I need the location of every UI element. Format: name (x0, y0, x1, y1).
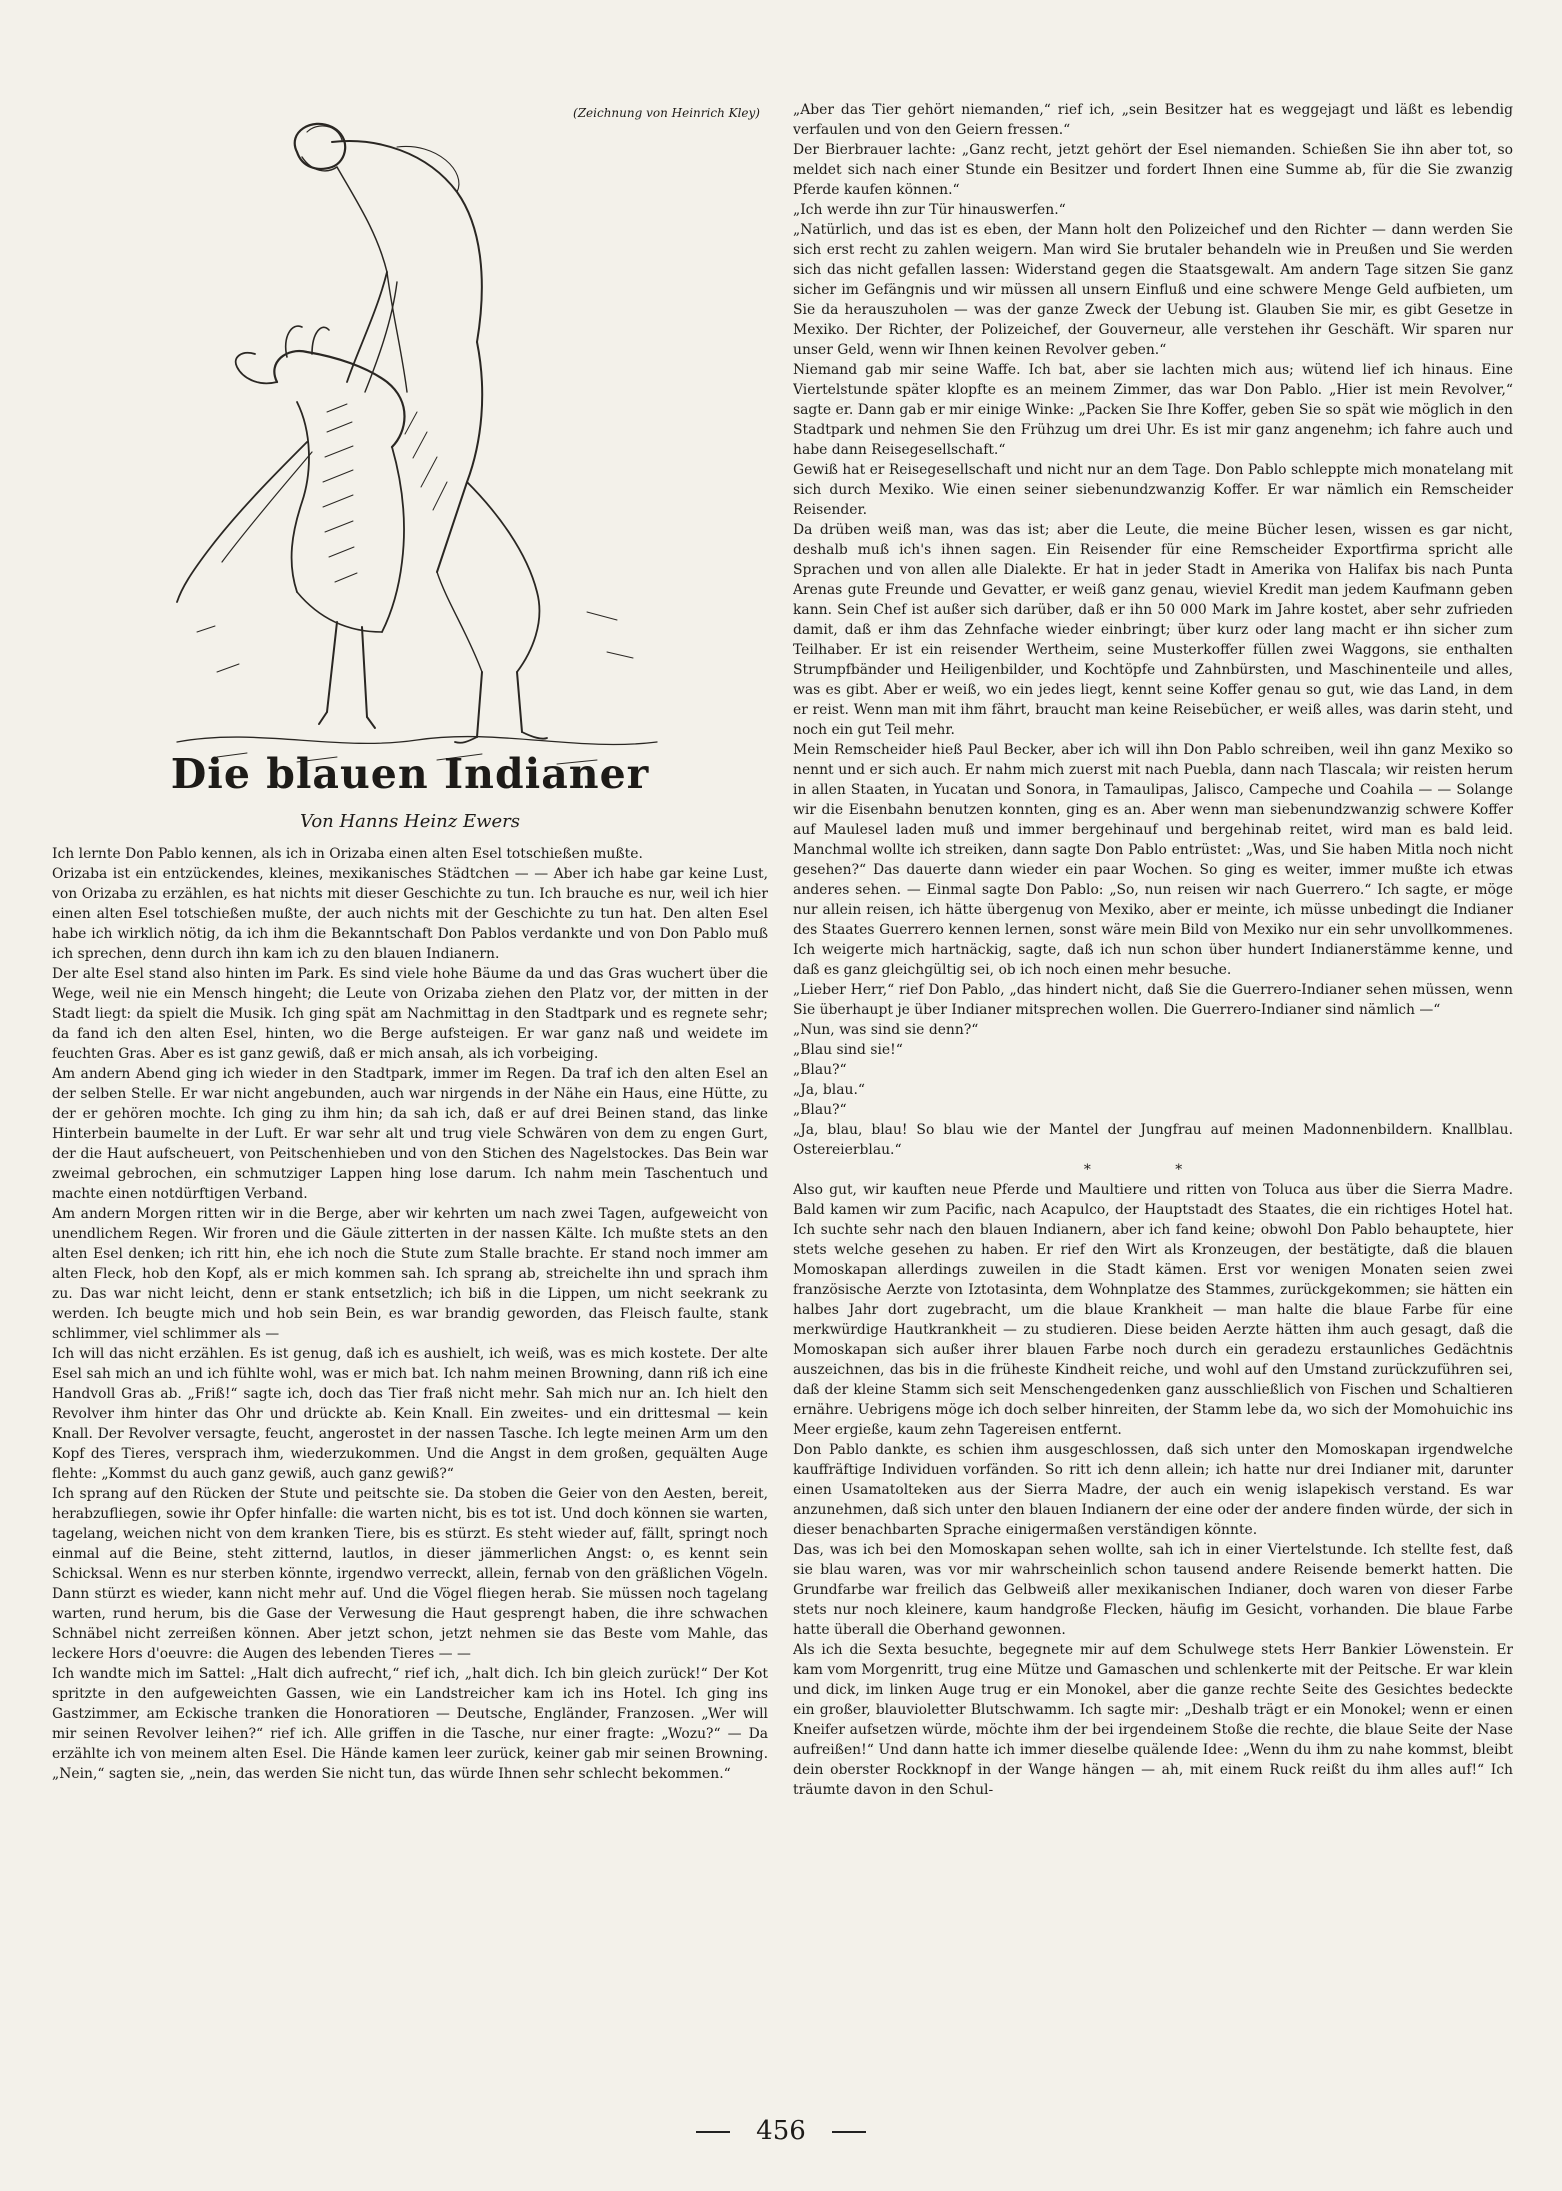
paragraph: Orizaba ist ein entzückendes, kleines, mexikanisches Städtchen — — Aber ich habe gar keine Lust, von Orizaba zu erzählen, es hat nichts mit dieser Geschichte zu tun. Ich brauche es nur, weil ich hier einen alten Esel totschießen mußte, der auch nichts mit der Geschichte zu tun hat. Den alten Esel habe ich wirklich nötig, da ich ihm die Bekanntschaft Don Pablos verdankte und von Don Pablo muß ich sprechen, denn durch ihn kam ich zu den blauen Indianern. (52, 866, 768, 962)
paragraph: „Lieber Herr,“ rief Don Pablo, „das hindert nicht, daß Sie die Guerrero-Indianer sehen müssen, wenn Sie überhaupt je über Indianer mitsprechen wollen. Die Guerrero-Indianer sind nämlich —“ (793, 982, 1513, 1018)
paragraph: Der Bierbrauer lachte: „Ganz recht, jetzt gehört der Esel niemanden. Schießen Sie ihn aber tot, so meldet sich nach einer Stunde ein Besitzer und fordert Ihnen eine Summe ab, für die Sie zwanzig Pferde kaufen können.“ (793, 142, 1513, 198)
page-number-text: 456 (756, 2116, 806, 2146)
left-column (52, 96, 768, 2046)
paragraph: „Blau?“ (793, 1062, 847, 1078)
paragraph: „Natürlich, und das ist es eben, der Mann holt den Polizeichef und den Richter — dann werden Sie sich erst recht zu zahlen weigern. Man wird Sie brutaler behandeln wie in Preußen und Sie werden sich das nicht gefallen lassen: Widerstand gegen die Staatsgewalt. Am andern Tage sitzen Sie ganz sicher im Gefängnis und wir müssen all unsern Einfluß und eine schwere Menge Geld aufbieten, um Sie da herauszuholen — was der ganze Zweck der Uebung ist. Glauben Sie mir, es gibt Gesetze in Mexiko. Der Richter, der Polizeichef, der Gouverneur, alle verstehen ihr Geschäft. Wir sparen nur unser Geld, wenn wir Ihnen keinen Revolver geben.“ (793, 222, 1513, 358)
section-separator: * * (1083, 1162, 1223, 1178)
paragraph: Niemand gab mir seine Waffe. Ich bat, aber sie lachten mich aus; wütend lief ich hinaus. Eine Viertelstunde später klopfte es an meinem Zimmer, das war Don Pablo. „Hier ist mein Revolver,“ sagte er. Dann gab er mir einige Winke: „Packen Sie Ihre Koffer, geben Sie so spät wie möglich in den Stadtpark und nehmen Sie den Frühzug um drei Uhr. Es ist mir ganz angenehm; ich fahre auch und habe dann Reisegesellschaft.“ (793, 362, 1513, 458)
paragraph: Gewiß hat er Reisegesellschaft und nicht nur an dem Tage. Don Pablo schleppte mich monatelang mit sich durch Mexiko. Wie einen seiner siebenundzwanzig Koffer. Er war nämlich ein Remscheider Reisender. (793, 462, 1513, 518)
paragraph: „Ich werde ihn zur Tür hinauswerfen.“ (793, 202, 1066, 218)
paragraph: „Blau sind sie!“ (793, 1042, 903, 1058)
right-column (793, 100, 1513, 2050)
paragraph: „Nun, was sind sie denn?“ (793, 1022, 979, 1038)
paragraph: Der alte Esel stand also hinten im Park. Es sind viele hohe Bäume da und das Gras wuchert über die Wege, weil nie ein Mensch hingeht; die Leute von Orizaba ziehen den Platz vor, der mitten in der Stadt liegt: da spielt die Musik. Ich ging spät am Nachmittag in den Stadtpark und es regnete sehr; da fand ich den alten Esel, hinten, wo die Berge aufsteigen. Er war ganz naß und weidete im feuchten Gras. Aber es ist ganz gewiß, daß er mich ansah, als ich vorbeiging. (52, 966, 768, 1062)
paragraph: Also gut, wir kauften neue Pferde und Maultiere und ritten von Toluca aus über die Sierra Madre. Bald kamen wir zum Pacific, nach Acapulco, der Hauptstadt des Staates, die ein richtiges Hotel hat. Ich suchte sehr nach den blauen Indianern, aber ich fand keine; obwohl Don Pablo behauptete, hier stets welche gesehen zu haben. Er rief den Wirt als Kronzeugen, der bestätigte, daß die blauen Momoskapan allerdings zuweilen in die Stadt kämen. Erst vor wenigen Monaten seien zwei französische Aerzte von Iztotasinta, dem Wohnplatze des Stammes, zurückgekommen; sie hätten ein halbes Jahr dort zugebracht, um die blaue Krankheit — man halte die blaue Farbe für eine merkwürdige Hautkrankheit — zu studieren. Diese beiden Aerzte hätten ihm auch gesagt, daß die Momoskapan sich außer ihrer blauen Farbe noch durch ein geradezu erstaunliches Gedächtnis auszeichnen, das bis in die früheste Kindheit reiche, und wohl auf den Umstand zurückzuführen sei, daß der kleine Stamm sich seit Menschengedenken ganz ausschließlich von Fischen und Schaltieren ernähre. Uebrigens möge ich doch selber hinreiten, der Stamm lebe da, wo sich der Momohuichic ins Meer ergieße, kaum zehn Tagereisen entfernt. (793, 1182, 1513, 1438)
paragraph: Als ich die Sexta besuchte, begegnete mir auf dem Schulwege stets Herr Bankier Löwenstein. Er kam vom Morgenritt, trug eine Mütze und Gamaschen und schlenkerte mit der Peitsche. Er war klein und dick, im linken Auge trug er ein Monokel, aber die ganze rechte Seite des Gesichtes bedeckte ein großer, blauvioletter Blutschwamm. Ich sagte mir: „Deshalb trägt er ein Monokel; wenn er einen Kneifer aufsetzen würde, möchte ihm der bei irgendeinem Stoße die rechte, die blaue Seite der Nase aufreißen!“ Und dann hatte ich immer dieselbe quälende Idee: „Wenn du ihm zu nahe kommst, bleibt dein oberster Rockknopf in der Wange hängen — ah, mit einem Ruck reißt du ihm alles auf!“ Ich träumte davon in den Schul- (793, 1642, 1513, 1798)
paragraph: Ich will das nicht erzählen. Es ist genug, daß ich es aushielt, ich weiß, was es mich kostete. Der alte Esel sah mich an und ich fühlte wohl, was er mich bat. Ich nahm meinen Browning, dann riß ich eine Handvoll Gras ab. „Friß!“ sagte ich, doch das Tier fraß nicht mehr. Sah mich nur an. Ich hielt den Revolver ihm hinter das Ohr und drückte ab. Kein Knall. Ein zweites- und ein drittesmal — kein Knall. Der Revolver versagte, feucht, angerostet in der nassen Tasche. Ich legte meinen Arm um den Kopf des Tieres, versprach ihm, wiederzukommen. Und die Angst in dem großen, gequälten Auge flehte: „Kommst du auch ganz gewiß, auch ganz gewiß?“ (52, 1346, 768, 1482)
page-number (0, 2116, 1562, 2146)
paragraph: Ich wandte mich im Sattel: „Halt dich aufrecht,“ rief ich, „halt dich. Ich bin gleich zurück!“ Der Kot spritzte in den aufgeweichten Gassen, wie ein Landstreicher kam ich ins Hotel. Ich ging ins Gastzimmer, am Eckische tranken die Honoratioren — Deutsche, Engländer, Franzosen. „Wer will mir seinen Revolver leihen?“ rief ich. Alle griffen in die Tasche, nur einer fragte: „Wozu?“ — Da erzählte ich von meinem alten Esel. Die Hände kamen leer zurück, keiner gab mir seinen Browning. „Nein,“ sagten sie, „nein, das werden Sie nicht tun, das würde Ihnen sehr schlecht bekommen.“ (52, 1666, 768, 1782)
paragraph: „Ja, blau, blau! So blau wie der Mantel der Jungfrau auf meinen Madonnenbildern. Knallblau. Ostereierblau.“ (793, 1122, 1513, 1158)
paragraph: Ich lernte Don Pablo kennen, als ich in Orizaba einen alten Esel totschießen mußte. (52, 846, 643, 862)
paragraph: Don Pablo dankte, es schien ihm ausgeschlossen, daß sich unter den Momoskapan irgendwelche kauffräftige Individuen vorfänden. So ritt ich denn allein; ich hatte nur drei Indianer mit, darunter einen Usamatolteken aus der Sierra Madre, der auch ein wenig islapekisch verstand. Es war anzunehmen, daß sich unter den blauen Indianern der eine oder der andere finden würde, der sich in dieser benachbarten Sprache einigermaßen verständigen könnte. (793, 1442, 1513, 1538)
paragraph: „Aber das Tier gehört niemanden,“ rief ich, „sein Besitzer hat es weggejagt und läßt es lebendig verfaulen und von den Geiern fressen.“ (793, 102, 1513, 138)
left-body-text (52, 844, 768, 1784)
dash-left (696, 2131, 730, 2133)
dash-right (832, 2131, 866, 2133)
story-byline: Von Hanns Heinz Ewers (299, 811, 521, 832)
paragraph: Das, was ich bei den Momoskapan sehen wollte, sah ich in einer Viertelstunde. Ich stellte fest, daß sie blau waren, was vor mir wahrscheinlich schon tausend andere Reisende bemerkt hatten. Die Grundfarbe war freilich das Gelbweiß aller mexikanischen Indianer, doch waren von dieser Farbe stets nur noch kleinere, kaum handgroße Flecken, häufig im Gesicht, vorhanden. Die blaue Farbe hatte überall die Oberhand gewonnen. (793, 1542, 1513, 1638)
paragraph: Ich sprang auf den Rücken der Stute und peitschte sie. Da stoben die Geier von den Aesten, bereit, herabzufliegen, sowie ihr Opfer hinfalle: die warten nicht, bis es tot ist. Und doch können sie warten, tagelang, weichen nicht von dem kranken Tiere, bis es stürzt. Es steht wieder auf, fällt, springt noch einmal auf die Beine, steht zitternd, lautlos, in dieser jämmerlichen Angst: o, es kennt sein Schicksal. Wenn es nur sterben könnte, irgendwo verreckt, allein, fernab von den gräßlichen Vögeln. Dann stürzt es wieder, kann nicht mehr auf. Und die Vögel fliegen herab. Sie müssen noch tagelang warten, rund herum, bis die Gase der Verwesung die Haut gesprengt haben, die ihre schwachen Schnäbel nicht zerreißen können. Aber jetzt schon, jetzt nehmen sie das Beste vom Mahle, das leckere Hors d'oeuvre: die Augen des lebenden Tieres — — (52, 1486, 768, 1662)
paragraph: „Ja, blau.“ (793, 1082, 865, 1098)
illustration-credit: (Zeichnung von Heinrich Kley) (573, 106, 760, 120)
paragraph: Mein Remscheider hieß Paul Becker, aber ich will ihn Don Pablo schreiben, weil ihn ganz Mexiko so nennt und er sich auch. Er nahm mich zuerst mit nach Puebla, dann nach Tlascala; wir reisten herum in allen Staaten, in Yucatan und Sonora, in Tamaulipas, Jalisco, Campeche und Coahila — — Solange wir die Eisenbahn benutzen konnten, ging es an. Aber wenn man siebenundzwanzig schwere Koffer auf Maulesel laden muß und immer bergehinauf und bergehinab reitet, wird man es bald leid. Manchmal wollte ich streiken, dann sagte Don Pablo entrüstet: „Was, und Sie haben Mitla noch nicht gesehen?“ Das dauerte dann wieder ein paar Wochen. So ging es weiter, immer mußte ich etwas anderes sehen. — Einmal sagte Don Pablo: „So, nun reisen wir nach Guerrero.“ Ich sagte, er möge nur allein reisen, ich hätte übergenug von Mexiko, aber er meinte, ich müsse unbedingt die Indianer des Staates Guerrero kennen lernen, sonst wäre mein Bild von Mexiko nur ein sehr unvollkommenes. Ich weigerte mich hartnäckig, sagte, daß ich nun schon über hundert Indianerstämme kenne, und daß es ganz gleichgültig sei, ob ich noch einen mehr besuche. (793, 742, 1513, 978)
paragraph: „Blau?“ (793, 1102, 847, 1118)
illustration-drawing (137, 112, 697, 772)
paragraph: Am andern Morgen ritten wir in die Berge, aber wir kehrten um nach zwei Tagen, aufgeweicht von unendlichem Regen. Wir froren und die Gäule zitterten in der nassen Kälte. Ich mußte stets an den alten Esel denken; ich ritt hin, ehe ich noch die Stute zum Stalle brachte. Er stand noch immer am alten Fleck, hob den Kopf, als er mich kommen sah. Ich sprang ab, streichelte ihn und sprach ihm zu. Das war nicht leicht, denn er stank entsetzlich; ich biß in die Lippen, um nicht seekrank zu werden. Ich beugte mich und hob sein Bein, es war brandig geworden, das Fleisch faulte, stank schlimmer, viel schlimmer als — (52, 1206, 768, 1342)
paragraph: Am andern Abend ging ich wieder in den Stadtpark, immer im Regen. Da traf ich den alten Esel an der selben Stelle. Er war nicht angebunden, auch war nirgends in der Nähe ein Haus, eine Hütte, zu der er gehören mochte. Ich ging zu ihm hin; da sah ich, daß er auf drei Beinen stand, das linke Hinterbein baumelte in der Luft. Er war sehr alt und trug viele Schwären von dem zu engen Gurt, der die Haut aufscheuert, von Peitschenhieben und von den Stichen des Nagelstockes. Das Bein war zweimal gebrochen, ein schmutziger Lappen hing lose darum. Ich nahm mein Taschentuch und machte einen notdürftigen Verband. (52, 1066, 768, 1202)
paragraph: Da drüben weiß man, was das ist; aber die Leute, die meine Bücher lesen, wissen es gar nicht, deshalb muß ich's ihnen sagen. Ein Reisender für eine Remscheider Exportfirma spricht alle Sprachen und von allen alle Dialekte. Er hat in jeder Stadt in Amerika von Halifax bis nach Punta Arenas gute Freunde und Gevatter, er weiß ganz genau, wieviel Kredit man jedem Kaufmann geben kann. Sein Chef ist außer sich darüber, daß er ihn 50 000 Mark im Jahre kostet, aber sehr zufrieden damit, daß er ihm das Zehnfache wieder einbringt; über kurz oder lang macht er ihn sicher zum Teilhaber. Er ist ein reisender Wertheim, seine Musterkoffer füllen zwei Waggons, sie enthalten Strumpfbänder und Heiligenbilder, und Kochtöpfe und Zahnbürsten, und Maschinenteile und alles, was es gibt. Aber er weiß, wo ein jedes liegt, kennt seine Koffer genau so gut, wie das Land, in dem er reist. Wenn man mit ihm fährt, braucht man keine Reisebücher, er weiß alles, was darin steht, und noch ein gut Teil mehr. (793, 522, 1513, 738)
story-title: Die blauen Indianer (170, 750, 650, 798)
